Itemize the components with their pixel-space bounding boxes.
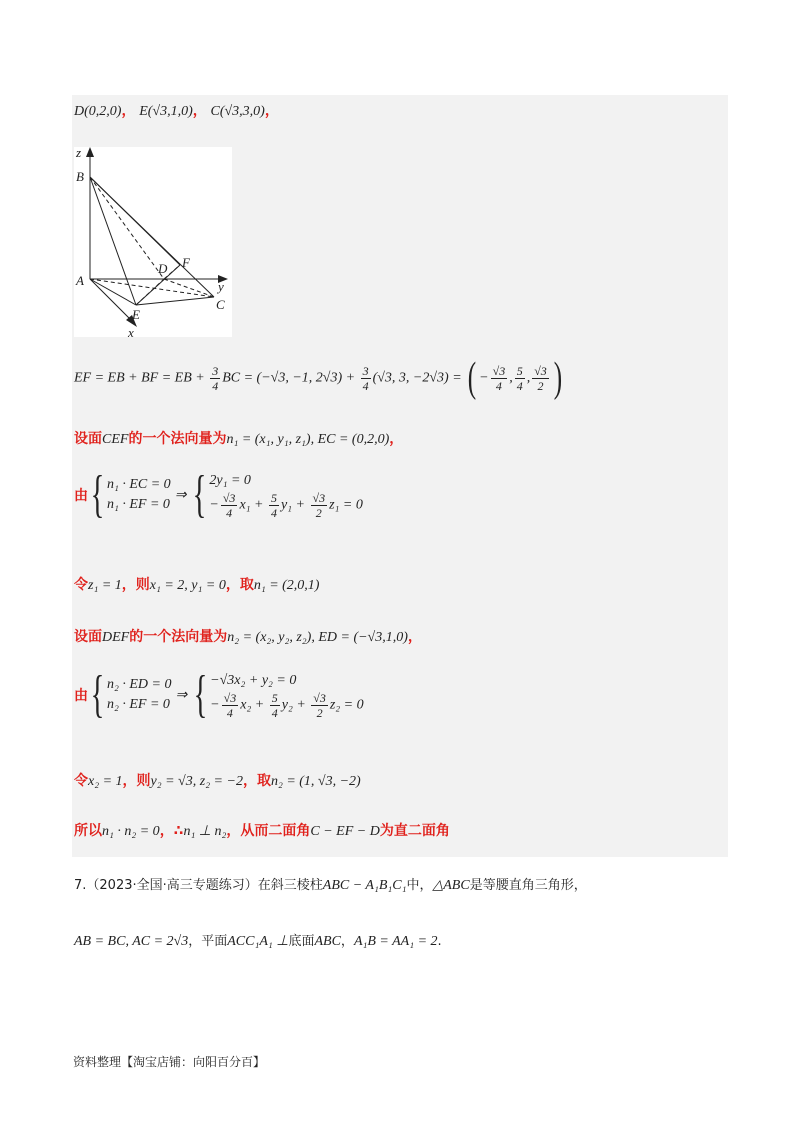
system-2-brace: { xyxy=(90,666,105,723)
system-1-eq-a: n₁ · EC = 0 xyxy=(106,477,171,492)
geometry-figure xyxy=(74,147,232,337)
ef-lhs: EF = EB + BF = EB + xyxy=(74,370,209,386)
frac-sqrt3-2: $\frac{√3}{2}$ xyxy=(312,490,326,520)
res-b-minus: − xyxy=(209,497,219,513)
problem-7-prism: ABC − A₁B₁C₁ xyxy=(322,878,407,893)
let-1-expr3: n₁ = (2,0,1) xyxy=(253,578,320,593)
let-1-qu: ，取 xyxy=(225,577,254,593)
res2-b-z: z₂ = 0 xyxy=(329,697,364,713)
ef-vec-part: (√3, 3, −2√3) = xyxy=(372,370,466,386)
frac2-5-4: $\frac{5}{4}$ xyxy=(271,690,278,720)
right-paren: ) xyxy=(553,355,563,401)
system-1-lhs xyxy=(107,475,171,515)
problem-7-source: （2023·全国·高三专题练习）在斜三棱柱 xyxy=(86,878,323,893)
label-c: C xyxy=(216,297,225,312)
plane-def-mid: 的一个法向量为 xyxy=(129,629,228,645)
result-c-den: 2 xyxy=(537,378,544,393)
system-2-eq-b: n₂ · EF = 0 xyxy=(106,697,170,712)
conclusion-so: ，∴ xyxy=(159,823,184,839)
problem-7-triangle: △ABC xyxy=(432,878,470,893)
result-a-den: 4 xyxy=(495,378,502,393)
problem-7-condition: A₁B = AA₁ = 2 xyxy=(353,934,438,949)
system-2-arrow: ⇒ xyxy=(175,687,188,703)
problem-7-plane: ACC₁A₁ ⊥ xyxy=(227,934,289,949)
let-2-expr1: x₂ = 1 xyxy=(88,774,123,789)
label-a: A xyxy=(76,273,84,288)
label-f: F xyxy=(182,255,190,270)
let-2-expr2: y₂ = √3, z₂ = −2 xyxy=(150,774,243,789)
res2-b-x: x₂ + xyxy=(240,697,268,713)
let-2-ze: ，则 xyxy=(122,773,151,789)
problem-7-line-2 xyxy=(74,930,442,950)
result-b-den: 4 xyxy=(516,378,523,393)
problem-7-period: . xyxy=(437,934,442,949)
let-1-expr2: x₁ = 2, y₁ = 0 xyxy=(149,578,226,593)
problem-7-number: 7. xyxy=(74,878,87,893)
conclusion-end: 为直二面角 xyxy=(379,823,450,839)
frac-5-4: $\frac{5}{4}$ xyxy=(270,490,277,520)
label-x: x xyxy=(128,325,134,337)
point-e: E(√3,1,0) xyxy=(139,104,193,119)
let-1-ze: ，则 xyxy=(121,577,150,593)
system-1-res-a: 2y₁ = 0 xyxy=(209,472,251,488)
system-1-arrow: ⇒ xyxy=(174,487,187,503)
minus-sign: − xyxy=(479,370,489,386)
system-2-eq-a: n₂ · ED = 0 xyxy=(106,677,172,692)
result-b-num: 5 xyxy=(516,363,523,378)
frac-three-quarters-2 xyxy=(361,364,371,393)
conclusion-cong: ，从而二面角 xyxy=(226,823,311,839)
system-1-res-b xyxy=(209,491,362,520)
plane-cef-line xyxy=(74,428,403,448)
plane-def-prefix: 设面 xyxy=(74,629,102,645)
frac-num: 3 xyxy=(212,363,219,378)
plane-cef-expr: n₁ = (x₁, y₁, z₁), EC = (0,2,0) xyxy=(226,432,390,447)
problem-7-line-1 xyxy=(74,874,587,894)
system-2-rhs xyxy=(210,671,363,720)
footer-text: 资料整理【淘宝店铺：向阳百分百】 xyxy=(73,1055,266,1069)
ef-vector-line xyxy=(74,355,565,401)
comma-b: , xyxy=(526,370,531,386)
sep-1: ， xyxy=(121,103,136,119)
label-b: B xyxy=(76,169,84,184)
system-2-lhs xyxy=(107,675,171,715)
result-frac-a xyxy=(491,364,508,393)
left-paren: ( xyxy=(467,355,477,401)
plane-def-name: DEF xyxy=(102,630,130,645)
frac-num-2: 3 xyxy=(362,363,369,378)
problem-7-base: ABC xyxy=(314,934,341,949)
points-line xyxy=(74,100,279,120)
result-frac-b xyxy=(515,364,525,393)
result-c-num: √3 xyxy=(534,363,547,378)
problem-7-sides: AB = BC, AC = 2√3 xyxy=(74,934,189,949)
sep-2: ， xyxy=(192,103,207,119)
label-y: y xyxy=(218,279,224,294)
problem-7-desc: 是等腰直角三角形， xyxy=(469,878,587,893)
result-frac-c xyxy=(532,364,549,393)
let-2-ling: 令 xyxy=(74,773,88,789)
label-d: D xyxy=(158,261,168,276)
res2-b-y: y₂ + xyxy=(281,697,310,713)
let-2-line xyxy=(74,770,361,790)
frac-three-quarters xyxy=(210,364,220,393)
res2-b-minus: − xyxy=(210,697,220,713)
conclusion-suoyi: 所以 xyxy=(74,823,102,839)
label-e: E xyxy=(132,307,140,322)
frac2-sqrt3-2: $\frac{√3}{2}$ xyxy=(313,690,326,720)
res-b-z: z₁ = 0 xyxy=(329,497,363,513)
plane-cef-name: CEF xyxy=(102,432,129,447)
comma-a: , xyxy=(509,370,513,386)
problem-7-zhong: 中， xyxy=(406,878,433,893)
plane-cef-suffix: ， xyxy=(389,431,404,447)
let-1-ling: 令 xyxy=(74,577,88,593)
conclusion-expr2: n₁ ⊥ n₂ xyxy=(183,824,227,839)
system-1-brace: { xyxy=(90,466,105,523)
point-c: C(√3,3,0) xyxy=(210,104,265,119)
let-1-line xyxy=(74,574,319,594)
system-2-brace-2: { xyxy=(193,666,208,723)
system-2-res-a: −√3x₂ + y₂ = 0 xyxy=(210,672,297,688)
frac-den: 4 xyxy=(212,378,219,393)
sep-3: ， xyxy=(264,103,279,119)
let-1-expr1: z₁ = 1 xyxy=(88,578,122,593)
problem-7-pingmian: ，平面 xyxy=(188,934,228,949)
plane-def-expr: n₂ = (x₂, y₂, z₂), ED = (−√3,1,0) xyxy=(227,630,408,645)
plane-def-suffix: ， xyxy=(407,629,422,645)
conclusion-expr1: n₁ · n₂ = 0 xyxy=(102,824,160,839)
plane-cef-prefix: 设面 xyxy=(74,431,102,447)
problem-7-dimian: 底面 xyxy=(288,934,315,949)
point-d: D(0,2,0) xyxy=(74,104,122,119)
frac-den-2: 4 xyxy=(362,378,369,393)
pyramid-diagram xyxy=(74,147,232,337)
ef-bc: BC = (−√3, −1, 2√3) + xyxy=(222,370,359,386)
system-1-eq-b: n₁ · EF = 0 xyxy=(106,497,170,512)
result-a-num: √3 xyxy=(492,363,506,378)
conclusion-line xyxy=(74,820,450,840)
problem-7-comma: ， xyxy=(340,934,354,949)
system-2-res-b xyxy=(210,691,363,720)
res-b-y: y₁ + xyxy=(280,497,309,513)
system-1 xyxy=(74,466,363,523)
plane-def-line xyxy=(74,626,422,646)
plane-cef-mid: 的一个法向量为 xyxy=(128,431,227,447)
let-2-qu: ，取 xyxy=(242,773,271,789)
let-2-expr3: n₂ = (1, √3, −2) xyxy=(270,774,361,789)
system-2 xyxy=(74,666,364,723)
res-b-x: x₁ + xyxy=(239,497,267,513)
system-1-you: 由 xyxy=(74,488,88,504)
label-z: z xyxy=(76,147,82,160)
frac2-sqrt3-4: $\frac{√3}{4}$ xyxy=(223,690,237,720)
system-1-brace-2: { xyxy=(193,466,207,523)
system-1-rhs xyxy=(209,471,362,520)
conclusion-expr3: C − EF − D xyxy=(310,824,380,839)
frac-sqrt3-4: $\frac{√3}{4}$ xyxy=(222,490,236,520)
system-2-you: 由 xyxy=(74,688,88,704)
